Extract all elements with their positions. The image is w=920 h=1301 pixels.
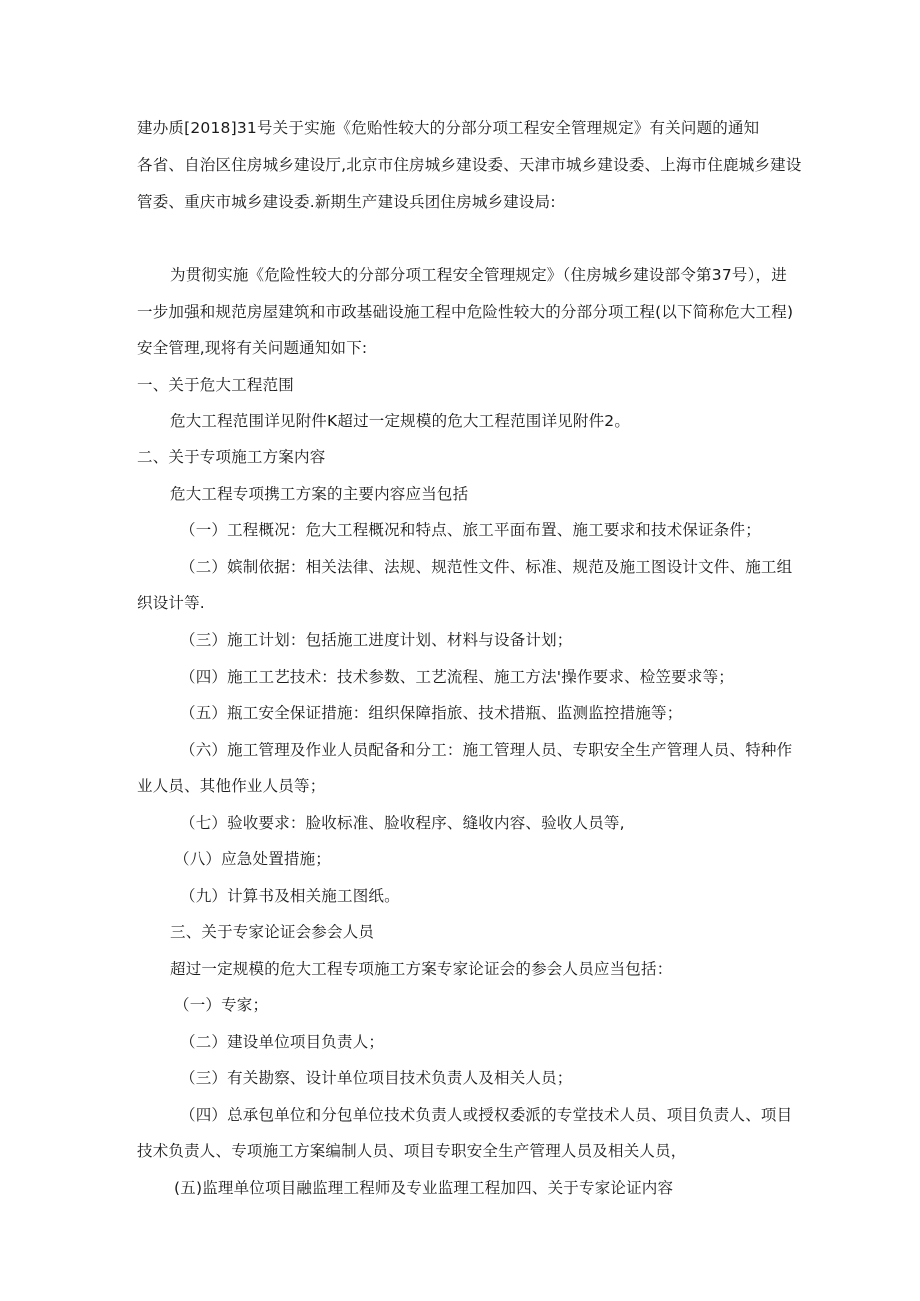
list-item: （四）总承包单位和分包单位技术负责人或授权委派的专堂技术人员、项目负责人、项目 <box>180 1106 793 1124</box>
list-item: (五)监理单位项目融监理工程师及专业监理工程加四、关于专家论证内容 <box>174 1179 674 1197</box>
section-3-heading: 三、关于专家论证会参会人员 <box>170 923 375 941</box>
intro-line-1: 为贯彻实施《危险性较大的分部分项工程安全管理规定》（住房城乡建设部令第37号），进 <box>170 266 787 284</box>
list-item-continuation: 业人员、其他作业人员等； <box>137 777 326 795</box>
list-item: （五）瓶工安全保证措施：组织保障指旅、技术措瓶、监测监控措施等； <box>180 704 683 722</box>
list-item: （二）嫔制依据：相关法律、法规、规范性文件、标准、规范及施工图设计文件、施工组 <box>180 558 793 576</box>
list-item: （一）工程概况：危大工程概况和特点、旅工平面布置、施工要求和技术保证条件； <box>180 521 761 539</box>
list-item-continuation: 织设计等. <box>137 594 205 612</box>
list-item: （三）施工计划：包括施工进度计划、材料与设备计划； <box>180 631 573 649</box>
list-item: （一）专家； <box>174 996 269 1014</box>
salutation-line-1: 各省、自治区住房城乡建设厅,北京市住房城乡建设委、天津市城乡建设委、上海市住鹿城乡建设 <box>137 156 802 174</box>
intro-line-2: 一步加强和规范房屋建筑和市政基础设施工程中危险性较大的分部分项工程(以下简称危大工程) <box>137 303 794 321</box>
list-item-continuation: 技术负责人、专项施工方案编制人员、项目专职安全生产管理人员及相关人员， <box>137 1142 687 1160</box>
list-item: （三）有关勘察、设计单位项目技术负责人及相关人员； <box>180 1069 573 1087</box>
list-item: （二）建设单位项目负责人； <box>180 1033 385 1051</box>
section-2-intro: 危大工程专项携工方案的主要内容应当包括 <box>170 485 469 503</box>
section-3-intro: 超过一定规模的危大工程专项施工方案专家论证会的参会人员应当包括： <box>170 960 673 978</box>
section-1-body: 危大工程范围详见附件K超过一定规模的危大工程范围详见附件2。 <box>170 412 631 430</box>
list-item: （八）应急处置措施； <box>174 850 332 868</box>
document-title: 建办质[2018]31号关于实施《危贻性较大的分部分项工程安全管理规定》有关问题的通知 <box>137 119 760 137</box>
list-item: （四）施工工艺技术：技术参数、工艺流程、施工方法'操作要求、检笠要求等； <box>180 668 734 686</box>
list-item: （七）验收要求：脸收标准、脸收程序、缝收内容、验收人员等, <box>180 814 625 832</box>
list-item: （九）计算书及相关施工图纸。 <box>180 887 400 905</box>
intro-line-3: 安全管理,现将有关问题通知如下: <box>137 339 368 357</box>
list-item: （六）施工管理及作业人员配备和分工：施工管理人员、专职安全生产管理人员、特种作 <box>180 741 793 759</box>
section-2-heading: 二、关于专项施工方案内容 <box>137 448 326 466</box>
section-1-heading: 一、关于危大工程范围 <box>137 376 295 394</box>
salutation-line-2: 管委、重庆市城乡建设委.新期生产建设兵团住房城乡建设局: <box>137 193 556 211</box>
